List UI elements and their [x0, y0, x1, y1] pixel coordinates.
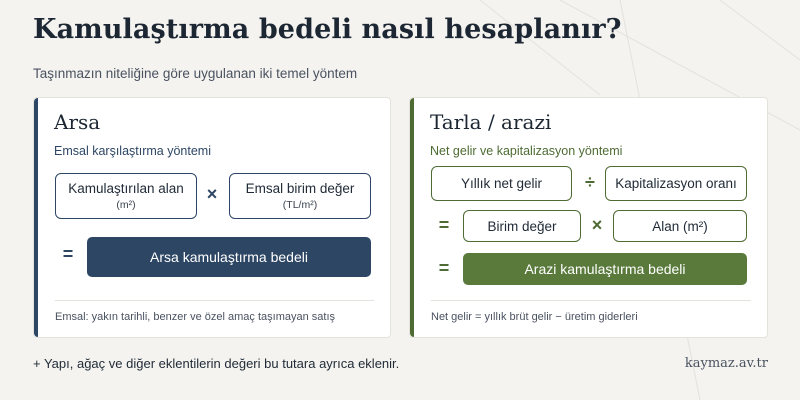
arsa-result: Arsa kamulaştırma bedeli	[87, 237, 371, 277]
arsa-card	[33, 97, 391, 338]
arsa-area-unit: (m²)	[116, 199, 136, 211]
arsa-multiply-sign: ×	[206, 184, 218, 204]
tarla-divider	[431, 300, 751, 301]
page-subtitle: Taşınmazın niteliğine göre uygulanan iki temel yöntem	[33, 66, 358, 81]
arsa-unit-value-box	[229, 173, 371, 219]
arsa-unit-value-unit: (TL/m²)	[282, 199, 318, 211]
brand-watermark: kaymaz.av.tr	[684, 356, 768, 371]
arsa-divider	[55, 300, 374, 301]
tarla-cap-rate-box	[605, 166, 747, 201]
arsa-area-label: Kamulaştırılan alan	[68, 181, 184, 196]
arsa-note: Emsal: yakın tarihli, benzer ve özel amaç taşımayan satış	[55, 311, 336, 323]
tarla-unit-value-label: Birim değer	[487, 218, 557, 234]
tarla-equals-sign-1: =	[438, 215, 450, 235]
tarla-equals-sign-2: =	[438, 258, 450, 278]
tarla-net-income-label: Yıllık net gelir	[460, 176, 543, 191]
footnote: + Yapı, ağaç ve diğer eklentilerin değeri bu tutara ayrıca eklenir.	[33, 356, 400, 371]
tarla-area-label: Alan (m²)	[652, 218, 708, 234]
arsa-accent-bar	[34, 98, 38, 337]
tarla-unit-value-box	[463, 210, 581, 242]
tarla-accent-bar	[410, 98, 414, 337]
tarla-method: Net gelir ve kapitalizasyon yöntemi	[430, 144, 623, 158]
tarla-net-income-box	[431, 166, 572, 201]
tarla-divide-sign: ÷	[585, 172, 595, 192]
tarla-area-box	[613, 210, 747, 242]
arsa-method: Emsal karşılaştırma yöntemi	[54, 144, 211, 158]
tarla-result: Arazi kamulaştırma bedeli	[463, 253, 747, 285]
tarla-multiply-sign: ×	[591, 215, 603, 235]
tarla-cap-rate-label: Kapitalizasyon oranı	[615, 176, 737, 191]
tarla-note: Net gelir = yıllık brüt gelir − üretim giderleri	[431, 311, 638, 323]
tarla-card	[409, 97, 768, 338]
tarla-title: Tarla / arazi	[430, 110, 552, 134]
page-title: Kamulaştırma bedeli nasıl hesaplanır?	[33, 14, 622, 45]
arsa-unit-value-label: Emsal birim değer	[245, 181, 355, 196]
arsa-title: Arsa	[54, 110, 101, 134]
arsa-area-box	[55, 173, 197, 219]
arsa-equals-sign: =	[62, 244, 74, 264]
